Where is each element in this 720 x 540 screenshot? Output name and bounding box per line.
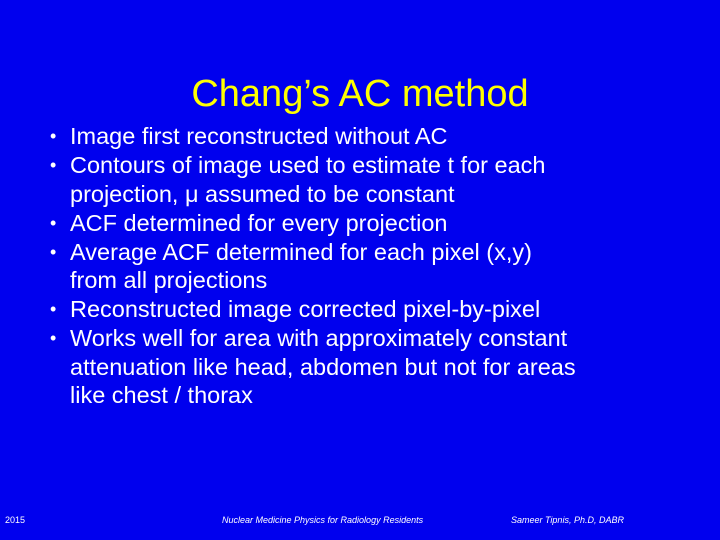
bullet-marker: • — [50, 328, 57, 348]
bullet-marker: • — [50, 299, 57, 319]
bullet-marker: • — [50, 212, 57, 233]
bullet-item — [50, 295, 690, 324]
bullet-item — [50, 151, 690, 208]
bullet-text: Image first reconstructed without AC — [70, 123, 448, 149]
bullet-text: Reconstructed image corrected pixel-by-pixel — [70, 296, 541, 322]
footer-course-title: Nuclear Medicine Physics for Radiology Residents — [222, 515, 424, 525]
bullet-marker: • — [50, 155, 57, 175]
bullet-marker: • — [50, 241, 57, 262]
bullet-item — [50, 209, 690, 238]
footer-author: Sameer Tipnis, Ph.D, DABR — [511, 515, 624, 525]
bullet-text: ACF determined for every projection — [70, 209, 448, 236]
bullet-marker: • — [50, 126, 57, 146]
slide-title: Chang’s AC method — [191, 73, 529, 115]
bullet-item — [50, 324, 690, 410]
bullet-item — [50, 238, 690, 295]
bullet-item — [50, 122, 690, 151]
bullet-text: Average ACF determined for each pixel (x,y) from all projections — [70, 238, 532, 293]
bullet-list — [50, 122, 690, 410]
bullet-text: Contours of image used to estimate t for each projection, μ assumed to be constant — [70, 152, 546, 207]
bullet-text: Works well for area with approximately constant attenuation like head, abdomen but not for areas like chest / thorax — [70, 325, 576, 408]
footer-year: 2015 — [5, 515, 26, 525]
